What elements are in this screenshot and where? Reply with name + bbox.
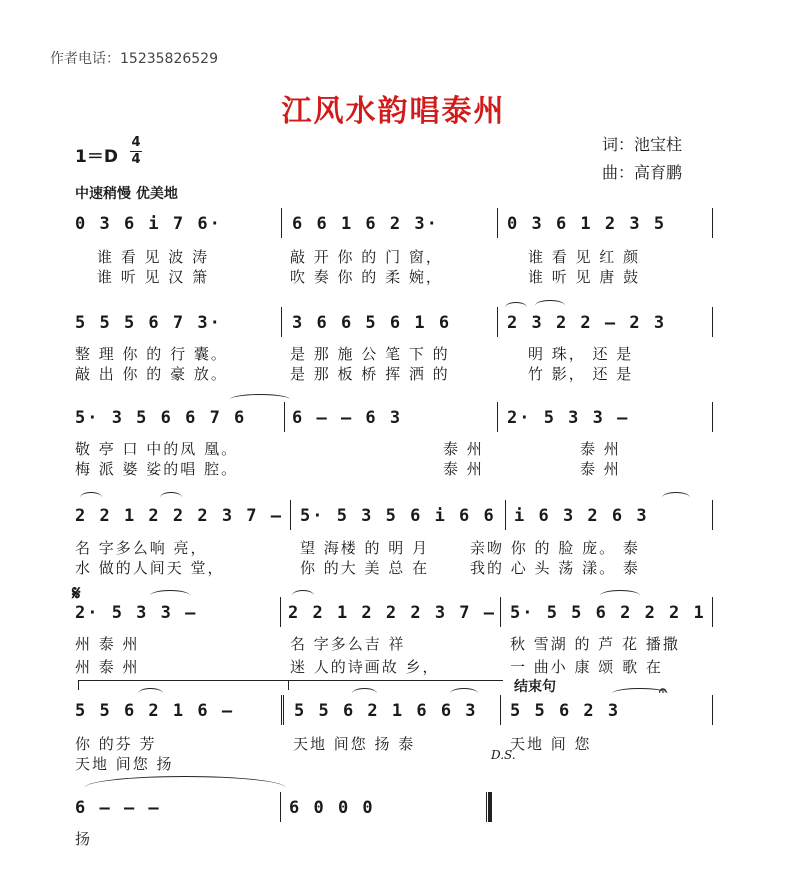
tie [85,776,285,799]
barline [712,500,713,530]
barline [280,792,281,822]
tempo-marking: 中速稍慢 优美地 [75,186,178,202]
barline [712,402,713,432]
lyric-verse2: 迷 人的诗画故 乡， [290,658,440,676]
lyric-verse1: 亲吻 你 的 脸 庞。 泰 [470,539,640,557]
slur [662,492,690,503]
slur [80,492,102,503]
final-barline [486,792,492,822]
measure-notes: 6 0 0 0 [289,798,375,818]
slur [138,688,163,699]
lyric-verse1: 天地 间您 扬 泰 [293,735,416,753]
time-signature [130,136,142,167]
lyric-verse1: 谁 看 见 红 颜 [528,248,641,266]
barline [290,500,291,530]
barline [281,307,282,337]
lyric-verse2: 吹 奏 你 的 柔 婉， [290,268,443,286]
lyric-verse1: 天地 间 您 [510,735,592,753]
measure-notes: i 6 3 2 6 3 [514,506,649,526]
tie [612,688,668,699]
lyric-verse1: 秋 雪湖 的 芦 花 播撒 [510,635,680,653]
key-signature: 1＝D [75,147,118,167]
measure-notes: 2 3 2 2 – 2 3 [507,313,667,333]
barline [712,597,713,627]
time-top: 4 [131,135,141,150]
lyric-verse1: 你 的芬 芳 [75,735,157,753]
measure-notes: 5 5 6 2 3 [510,701,621,721]
lyric-verse2: 州 泰 州 [75,658,140,676]
barline [497,208,498,238]
barline [500,695,501,725]
measure-notes: 2· 5 3 3 – [75,603,198,623]
barline [284,402,285,432]
measure-notes: 0 3 6 i 7 6· [75,214,222,234]
measure-notes: 2· 5 3 3 – [507,408,630,428]
measure-notes: 5· 5 3 5 6 i 6 6 [300,506,496,526]
slur [600,590,640,601]
barline [505,500,506,530]
slur [150,590,190,601]
song-title: 江风水韵唱泰州 [281,94,506,129]
lyric-verse1: 整 理 你 的 行 囊。 [75,345,228,363]
fermata-sign: 𝄐 [659,683,667,699]
lyric-verse2: 你 的大 美 总 在 [300,559,430,577]
volta-bracket [78,680,503,681]
lyric-verse1: 是 那 施 公 笔 下 的 [290,345,450,363]
lyric-verse2: 我的 心 头 荡 漾。 泰 [470,559,640,577]
measure-notes: 6 – – 6 3 [292,408,403,428]
lyric-verse1: 泰 州 [580,440,621,458]
measure-notes: 6 – – – [75,798,161,818]
measure-notes: 2 2 1 2 2 2 3 7 – [288,603,496,623]
measure-notes: 5 5 5 6 7 3· [75,313,222,333]
barline [712,208,713,238]
lyricist: 词：池宝柱 [602,135,683,154]
lyric-verse1: 明 珠， 还 是 [528,345,634,363]
lyric-verse2: 梅 派 婆 娑的唱 腔。 [75,460,239,478]
composer: 曲：高育鹏 [602,163,683,182]
lyric-verse1: 谁 看 见 波 涛 [97,248,210,266]
repeat-barline [281,695,286,725]
barline [497,402,498,432]
barline [280,597,281,627]
barline [712,307,713,337]
slur [292,590,314,601]
lyric-verse2: 一 曲小 康 颂 歌 在 [510,658,663,676]
lyric-verse2: 谁 听 见 唐 鼓 [528,268,641,286]
lyric-verse2: 谁 听 见 汉 箫 [97,268,210,286]
lyric-verse1: 州 泰 州 [75,635,140,653]
measure-notes: 0 3 6 1 2 3 5 [507,214,667,234]
measure-notes: 5 5 6 2 1 6 – [75,701,235,721]
barline [497,307,498,337]
tie [230,394,290,405]
measure-notes: 5· 3 5 6 6 7 6 [75,408,247,428]
measure-notes: 5· 5 5 6 2 2 2 1 [510,603,706,623]
lyric-verse2: 是 那 板 桥 挥 洒 的 [290,365,450,383]
measure-notes: 5 5 6 2 1 6 6 3 [294,701,478,721]
lyric-verse2: 泰 州 [580,460,621,478]
measure-notes: 6 6 1 6 2 3· [292,214,439,234]
lyric-verse1: 名 字多么响 亮， [75,539,208,557]
slur [535,300,565,311]
barline [712,695,713,725]
measure-notes: 3 6 6 5 6 1 6 [292,313,452,333]
lyric-verse2: 竹 影， 还 是 [528,365,634,383]
lyric-verse1: 望 海楼 的 明 月 [300,539,430,557]
slur [450,688,478,699]
slur [505,302,527,313]
segno-sign: 𝄋 [72,581,81,605]
lyric-verse1: 泰 州 [443,440,484,458]
lyric-verse2: 敲 出 你 的 豪 放。 [75,365,228,383]
volta-tick [288,680,289,690]
author-contact: 作者电话：15235826529 [50,51,218,67]
ending-label: 结束句 [514,679,556,695]
volta-tick [78,680,79,690]
lyric-verse2: 泰 州 [443,460,484,478]
lyric-verse1: 敲 开 你 的 门 窗， [290,248,443,266]
measure-notes: 2 2 1 2 2 2 3 7 – [75,506,283,526]
slur [160,492,182,503]
barline [500,597,501,627]
slur [352,688,377,699]
lyric-verse1: 敬 亭 口 中的凤 凰。 [75,440,239,458]
barline [281,208,282,238]
lyric-verse1: 名 字多么吉 祥 [290,635,406,653]
lyric-verse1: 扬 [75,830,93,848]
lyric-verse2: 天地 间您 扬 [75,755,174,773]
time-bottom: 4 [131,152,141,167]
lyric-verse2: 水 做的人间天 堂， [75,559,225,577]
dal-segno-mark: D.S. [491,748,516,762]
